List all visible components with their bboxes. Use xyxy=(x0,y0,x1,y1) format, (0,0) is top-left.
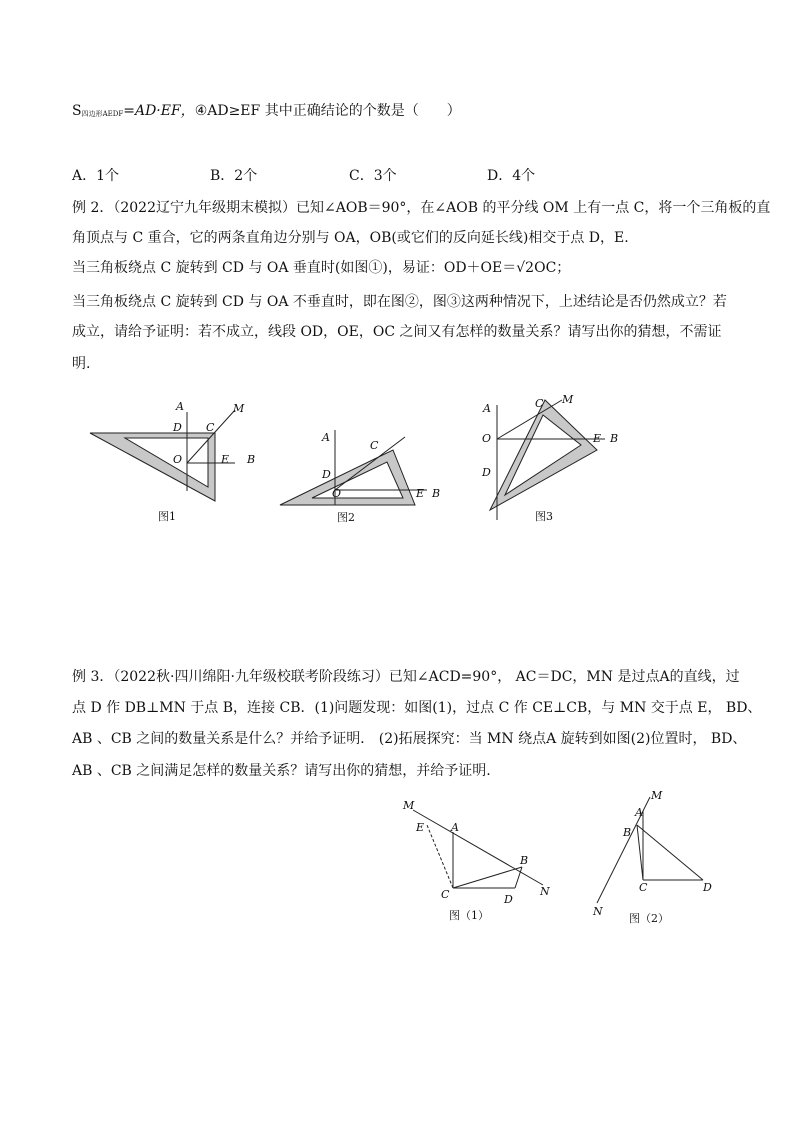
label-d: D xyxy=(504,893,513,906)
label-a: A xyxy=(176,400,184,413)
label-m: M xyxy=(233,402,245,415)
segment-cb xyxy=(453,867,522,888)
label-d: D xyxy=(173,421,182,434)
figure-1 xyxy=(85,395,275,530)
label-c: C xyxy=(639,881,648,894)
label-o: O xyxy=(482,432,492,445)
ex3-line-3: AB 、CB 之间的数量关系是什么？并给予证明． (2)拓展探究：当 MN 绕点A 旋转到如图(2)位置时， BD、 xyxy=(72,731,747,747)
label-b: B xyxy=(520,854,529,867)
ex2-text: 已知∠AOB＝90°，在∠AOB 的平分线 OM 上有一点 C，将一个三角板的直 xyxy=(296,200,771,216)
ex2-line-4: 当三角板绕点 C 旋转到 CD 与 OA 不垂直时，即在图②，图③这两种情况下，上述结论是否仍然成立？若 xyxy=(72,294,727,310)
ex2-source: （2022辽宁九年级期末模拟） xyxy=(113,200,296,216)
label-c: C xyxy=(370,439,379,452)
option-a: A．1个 xyxy=(72,168,120,184)
label-d: D xyxy=(482,466,491,479)
label-a: A xyxy=(483,402,491,415)
label-n: N xyxy=(593,905,603,918)
ex2-l3-end: OC； xyxy=(534,260,571,276)
ex2-l3-text: 当三角板绕点 C 旋转到 CD 与 OA 垂直时(如图①)，易证：OD＋OE＝ xyxy=(72,260,517,276)
area-equation: =AD·EF， xyxy=(123,103,195,119)
figure-1-caption: 图1 xyxy=(158,510,176,523)
option-c: C．3个 xyxy=(349,168,397,184)
segment-bd xyxy=(515,867,522,888)
ex3-line-1 xyxy=(72,667,740,687)
segment-bd xyxy=(637,825,703,880)
figure-3 xyxy=(475,390,635,530)
label-c: C xyxy=(441,888,450,901)
line-mn xyxy=(413,810,543,885)
ex2-line-3 xyxy=(72,258,570,278)
ex2-line-5: 成立，请给予证明：若不成立，线段 OD，OE，OC 之间又有怎样的数量关系？请写出你的猜想，不需证 xyxy=(72,324,722,340)
label-d: D xyxy=(322,468,331,481)
figure-2 xyxy=(275,425,455,530)
figure-ex3-1 xyxy=(395,795,565,930)
label-m: M xyxy=(651,789,663,802)
label-o: O xyxy=(173,453,183,466)
ex2-line-6: 明. xyxy=(72,356,91,372)
label-d: D xyxy=(703,881,712,894)
label-b: B xyxy=(623,826,632,839)
segment-ce-dashed xyxy=(427,825,453,888)
label-m: M xyxy=(403,799,415,812)
ex2-line-2: 角顶点与 C 重合，它的两条直角边分别与 OA，OB(或它们的反向延长线)相交于点 D，E. xyxy=(72,230,629,246)
conclusion-4: ④AD≥EF xyxy=(194,103,261,119)
sqrt2: √2 xyxy=(516,260,535,276)
figure-2-caption: 图2 xyxy=(337,511,355,524)
ex3-label: 例 3． xyxy=(72,669,114,685)
q1-conclusion-line xyxy=(72,101,461,124)
figure-ex3-1-caption: 图（1） xyxy=(449,909,489,922)
area-symbol: S xyxy=(72,103,82,119)
ex3-source: （2022秋·四川绵阳·九年级校联考阶段练习） xyxy=(113,669,389,685)
option-b: B．2个 xyxy=(210,168,258,184)
label-m: M xyxy=(562,393,574,406)
label-c: C xyxy=(535,397,544,410)
label-e: E xyxy=(416,821,425,834)
label-e: E xyxy=(593,432,602,445)
label-e: E xyxy=(221,453,230,466)
ex3-line-4: AB 、CB 之间满足怎样的数量关系？请写出你的猜想，并给予证明. xyxy=(72,763,491,779)
figure-ex3-2-caption: 图（2） xyxy=(629,912,669,925)
ex2-label: 例 2． xyxy=(72,200,114,216)
label-a: A xyxy=(635,806,643,819)
label-c: C xyxy=(206,421,215,434)
ex3-text: 已知∠ACD=90°， AC＝DC，MN 是过点A的直线，过 xyxy=(388,669,740,685)
figure-ex3-2 xyxy=(585,785,725,930)
label-a: A xyxy=(322,431,330,444)
option-d: D．4个 xyxy=(487,168,536,184)
label-e: E xyxy=(416,487,425,500)
label-b: B xyxy=(432,487,441,500)
figure-3-caption: 图3 xyxy=(535,510,553,523)
label-n: N xyxy=(540,885,550,898)
label-a: A xyxy=(451,821,459,834)
label-b: B xyxy=(247,453,256,466)
segment-cb xyxy=(637,825,643,880)
label-b: B xyxy=(610,432,619,445)
ex3-line-2: 点 D 作 DB⊥MN 于点 B，连接 CB．(1)问题发现：如图(1)，过点 C 作 CE⊥CB，与 MN 交于点 E， BD、 xyxy=(72,700,762,716)
ex2-line-1 xyxy=(72,198,770,218)
question-prompt: 其中正确结论的个数是（ ） xyxy=(260,103,461,119)
area-subscript: 四边形AEDF xyxy=(81,110,124,118)
label-o: O xyxy=(332,487,342,500)
